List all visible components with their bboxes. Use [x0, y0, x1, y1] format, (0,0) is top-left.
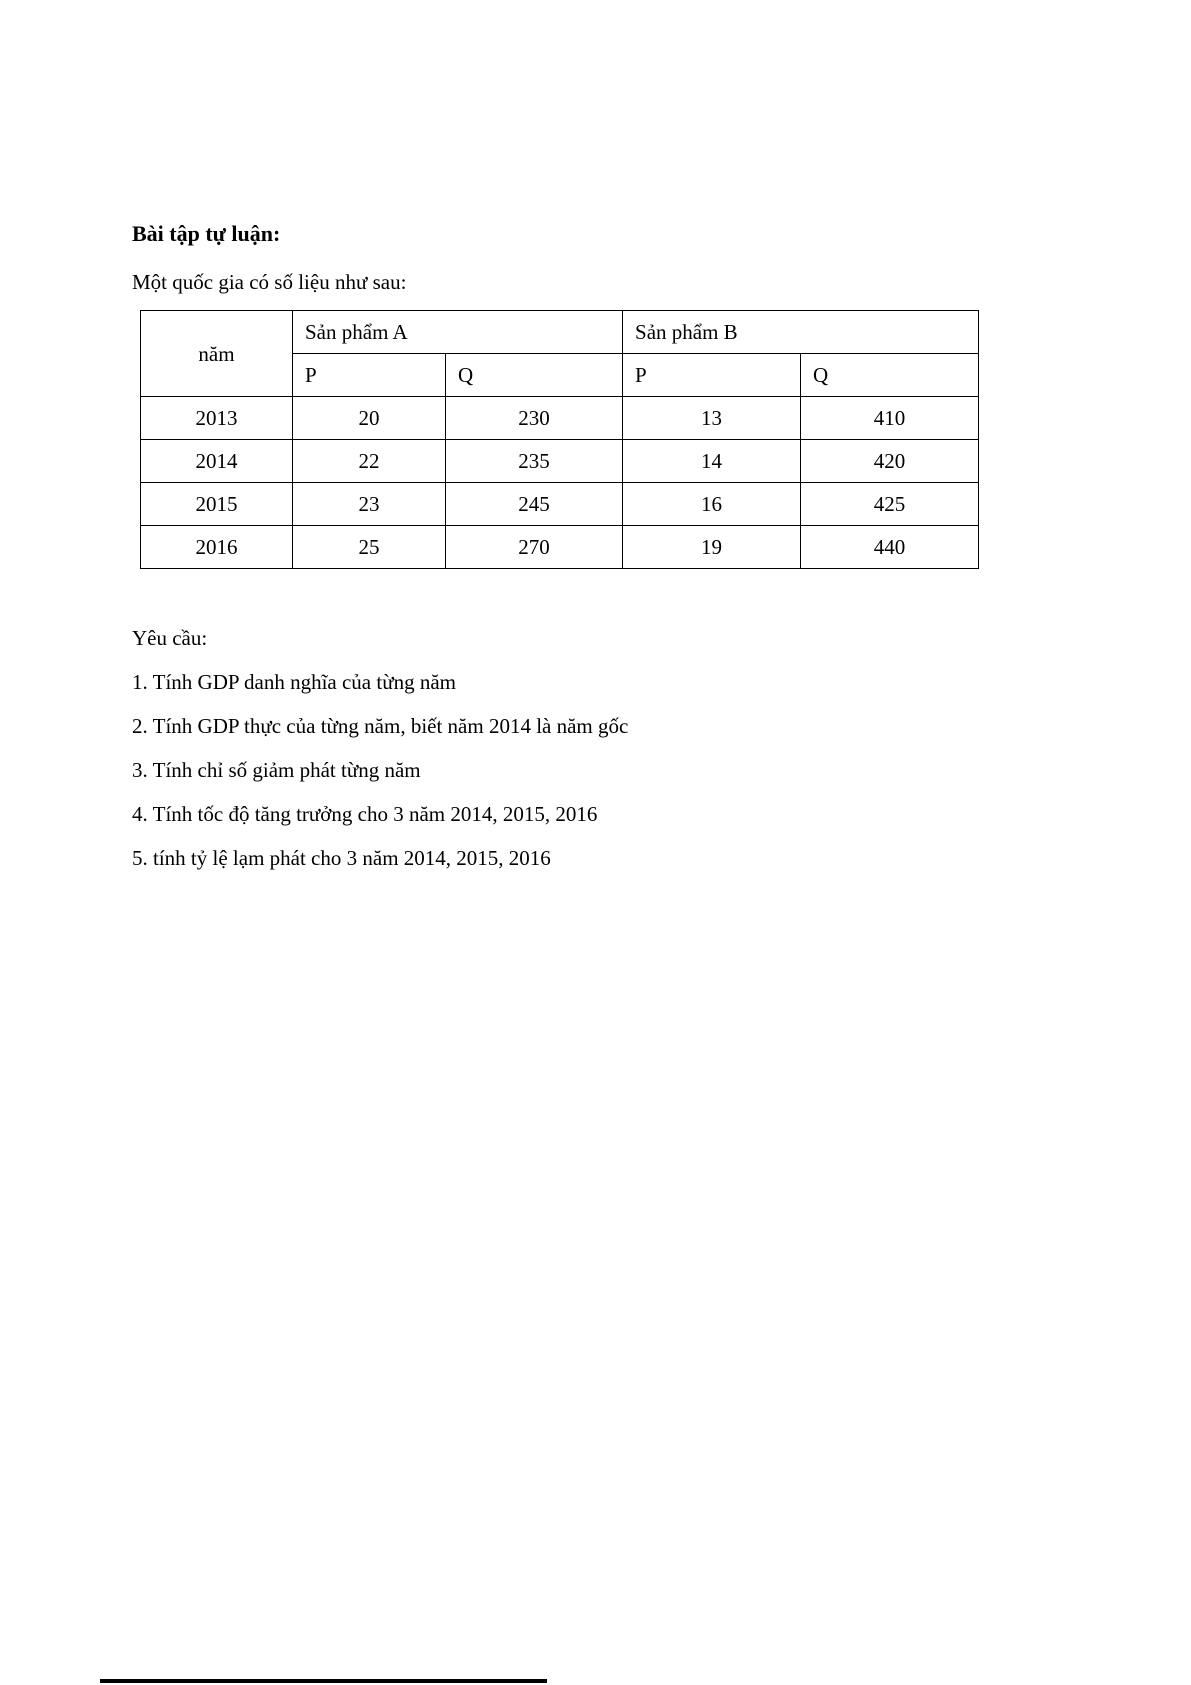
table-row [141, 440, 979, 483]
value-cell-pb: 19 [623, 526, 801, 569]
requirement-item-5: 5. tính tỷ lệ lạm phát cho 3 năm 2014, 2015, 2016 [132, 846, 551, 870]
document-title: Bài tập tự luận: [132, 221, 281, 246]
table-row [141, 397, 979, 440]
requirement-item-3: 3. Tính chỉ số giảm phát từng năm [132, 758, 421, 782]
table-header-qa: Q [446, 354, 623, 397]
value-cell-qb: 410 [801, 397, 979, 440]
value-cell-pb: 14 [623, 440, 801, 483]
table-header-pb: P [623, 354, 801, 397]
footer-divider [100, 1679, 547, 1683]
value-cell-pa: 22 [293, 440, 446, 483]
year-cell: 2016 [141, 526, 293, 569]
value-cell-qb: 425 [801, 483, 979, 526]
table-header-qb: Q [801, 354, 979, 397]
value-cell-pb: 16 [623, 483, 801, 526]
table-header-product-b: Sản phẩm B [623, 311, 979, 354]
year-cell: 2015 [141, 483, 293, 526]
value-cell-qa: 235 [446, 440, 623, 483]
requirement-item-2: 2. Tính GDP thực của từng năm, biết năm 2014 là năm gốc [132, 714, 629, 738]
value-cell-pa: 23 [293, 483, 446, 526]
value-cell-qa: 245 [446, 483, 623, 526]
document-content [132, 220, 982, 888]
value-cell-pb: 13 [623, 397, 801, 440]
requirement-item-4: 4. Tính tốc độ tăng trưởng cho 3 năm 2014, 2015, 2016 [132, 802, 598, 826]
value-cell-pa: 20 [293, 397, 446, 440]
requirements-label: Yêu cầu: [132, 626, 208, 650]
value-cell-qa: 230 [446, 397, 623, 440]
table-header-group-row [141, 311, 979, 354]
value-cell-qb: 440 [801, 526, 979, 569]
intro-text: Một quốc gia có số liệu như sau: [132, 270, 407, 294]
table-row [141, 483, 979, 526]
value-cell-qa: 270 [446, 526, 623, 569]
requirement-item-1: 1. Tính GDP danh nghĩa của từng năm [132, 670, 457, 694]
year-cell: 2014 [141, 440, 293, 483]
value-cell-pa: 25 [293, 526, 446, 569]
value-cell-qb: 420 [801, 440, 979, 483]
requirements-section [132, 624, 982, 872]
year-cell: 2013 [141, 397, 293, 440]
table-header-pa: P [293, 354, 446, 397]
table-header-year: năm [141, 311, 293, 397]
table-row [141, 526, 979, 569]
table-header-product-a: Sản phẩm A [293, 311, 623, 354]
data-table [140, 310, 979, 569]
